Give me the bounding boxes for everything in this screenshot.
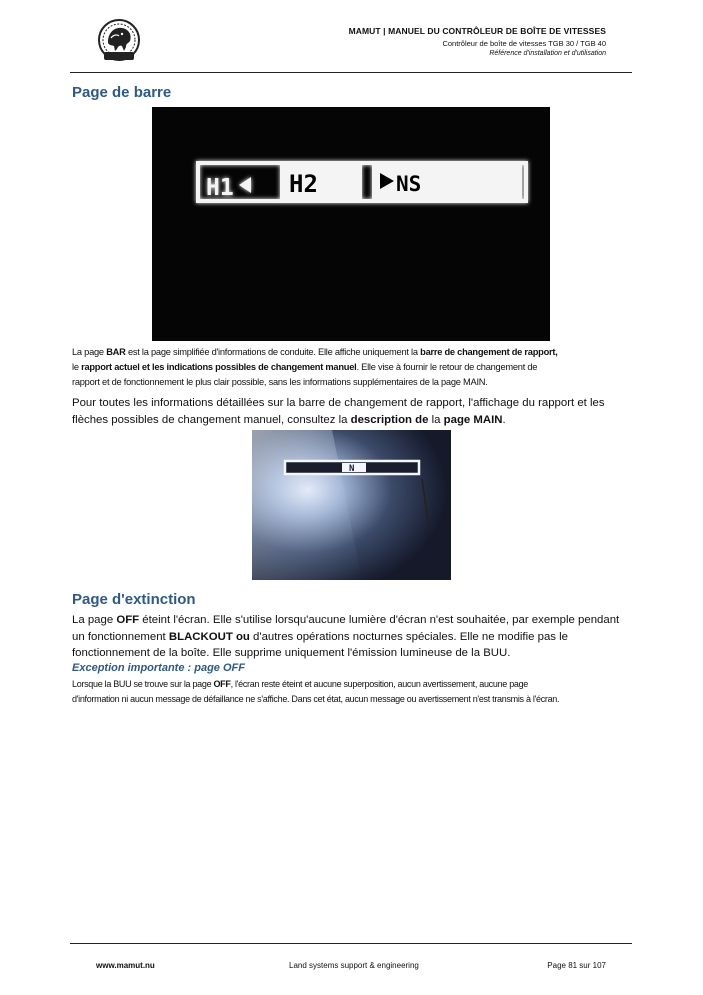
- exception-heading: Exception importante : page OFF: [72, 662, 245, 674]
- shift-bar-right-fill: [372, 165, 522, 199]
- header-subtitle: Contrôleur de boîte de vitesses TGB 30 / TGB 40: [442, 39, 606, 48]
- footer-page-number: Page 81 sur 107: [547, 961, 606, 970]
- off-description: La page OFF éteint l'écran. Elle s'utilise lorsqu'aucune lumière d'écran n'est souhaitée, par exemple pendant un fonctionnement BLACKOUT ou d'autres opérations nocturnes spéciales. Elle ne modifie pas le fonctionnement de la boîte. Elle supprime uniquement l'émission lumineuse de la BUU.: [72, 614, 620, 659]
- footer-tagline: Land systems support & engineering: [289, 961, 419, 970]
- section-heading-off-page: Page d'extinction: [72, 591, 196, 608]
- exception-description: Lorsque la BUU se trouve sur la page OFF, l'écran reste éteint et aucune superposition, aucun avertissement, aucune page d'information ni aucun message de défaillance ne s'affiche. Dans cet état, aucun message ou avertissement n'est transmis à l'écran.: [72, 679, 560, 704]
- gear-current-label: H2: [289, 170, 318, 198]
- gear-left-label: H1: [206, 175, 234, 201]
- footer-website[interactable]: www.mamut.nu: [96, 961, 155, 970]
- bar-reference-paragraph: Pour toutes les informations détaillées sur la barre de changement de rapport, l'affichage du rapport et les flèches possibles de changement manuel, consultez la description de la page MAIN.: [72, 397, 605, 426]
- neutral-bar-photo: [252, 430, 451, 580]
- mamut-logo: [95, 18, 143, 64]
- bar-description: La page BAR est la page simplifiée d'informations de conduite. Elle affiche uniquement la barre de changement de rapport, le rapport actuel et les indications possibles de changement manuel. Elle vise à fournir le retour de changement de rapport et de fonctionnement le plus clair possible, sans les informations supplémentaires de la page MAIN.: [72, 347, 558, 387]
- page-header: [349, 26, 606, 57]
- header-title: MAMUT | MANUEL DU CONTRÔLEUR DE BOÎTE DE VITESSES: [348, 26, 606, 36]
- section-heading-bar-page: Page de barre: [72, 84, 172, 101]
- gear-right-label: NS: [396, 172, 422, 196]
- header-rule: [70, 72, 632, 73]
- bar-page-photo: [152, 107, 550, 341]
- neutral-gear-label: N: [349, 464, 355, 474]
- header-reference: Référence d'installation et d'utilisation: [489, 50, 606, 57]
- footer-rule: [70, 943, 632, 944]
